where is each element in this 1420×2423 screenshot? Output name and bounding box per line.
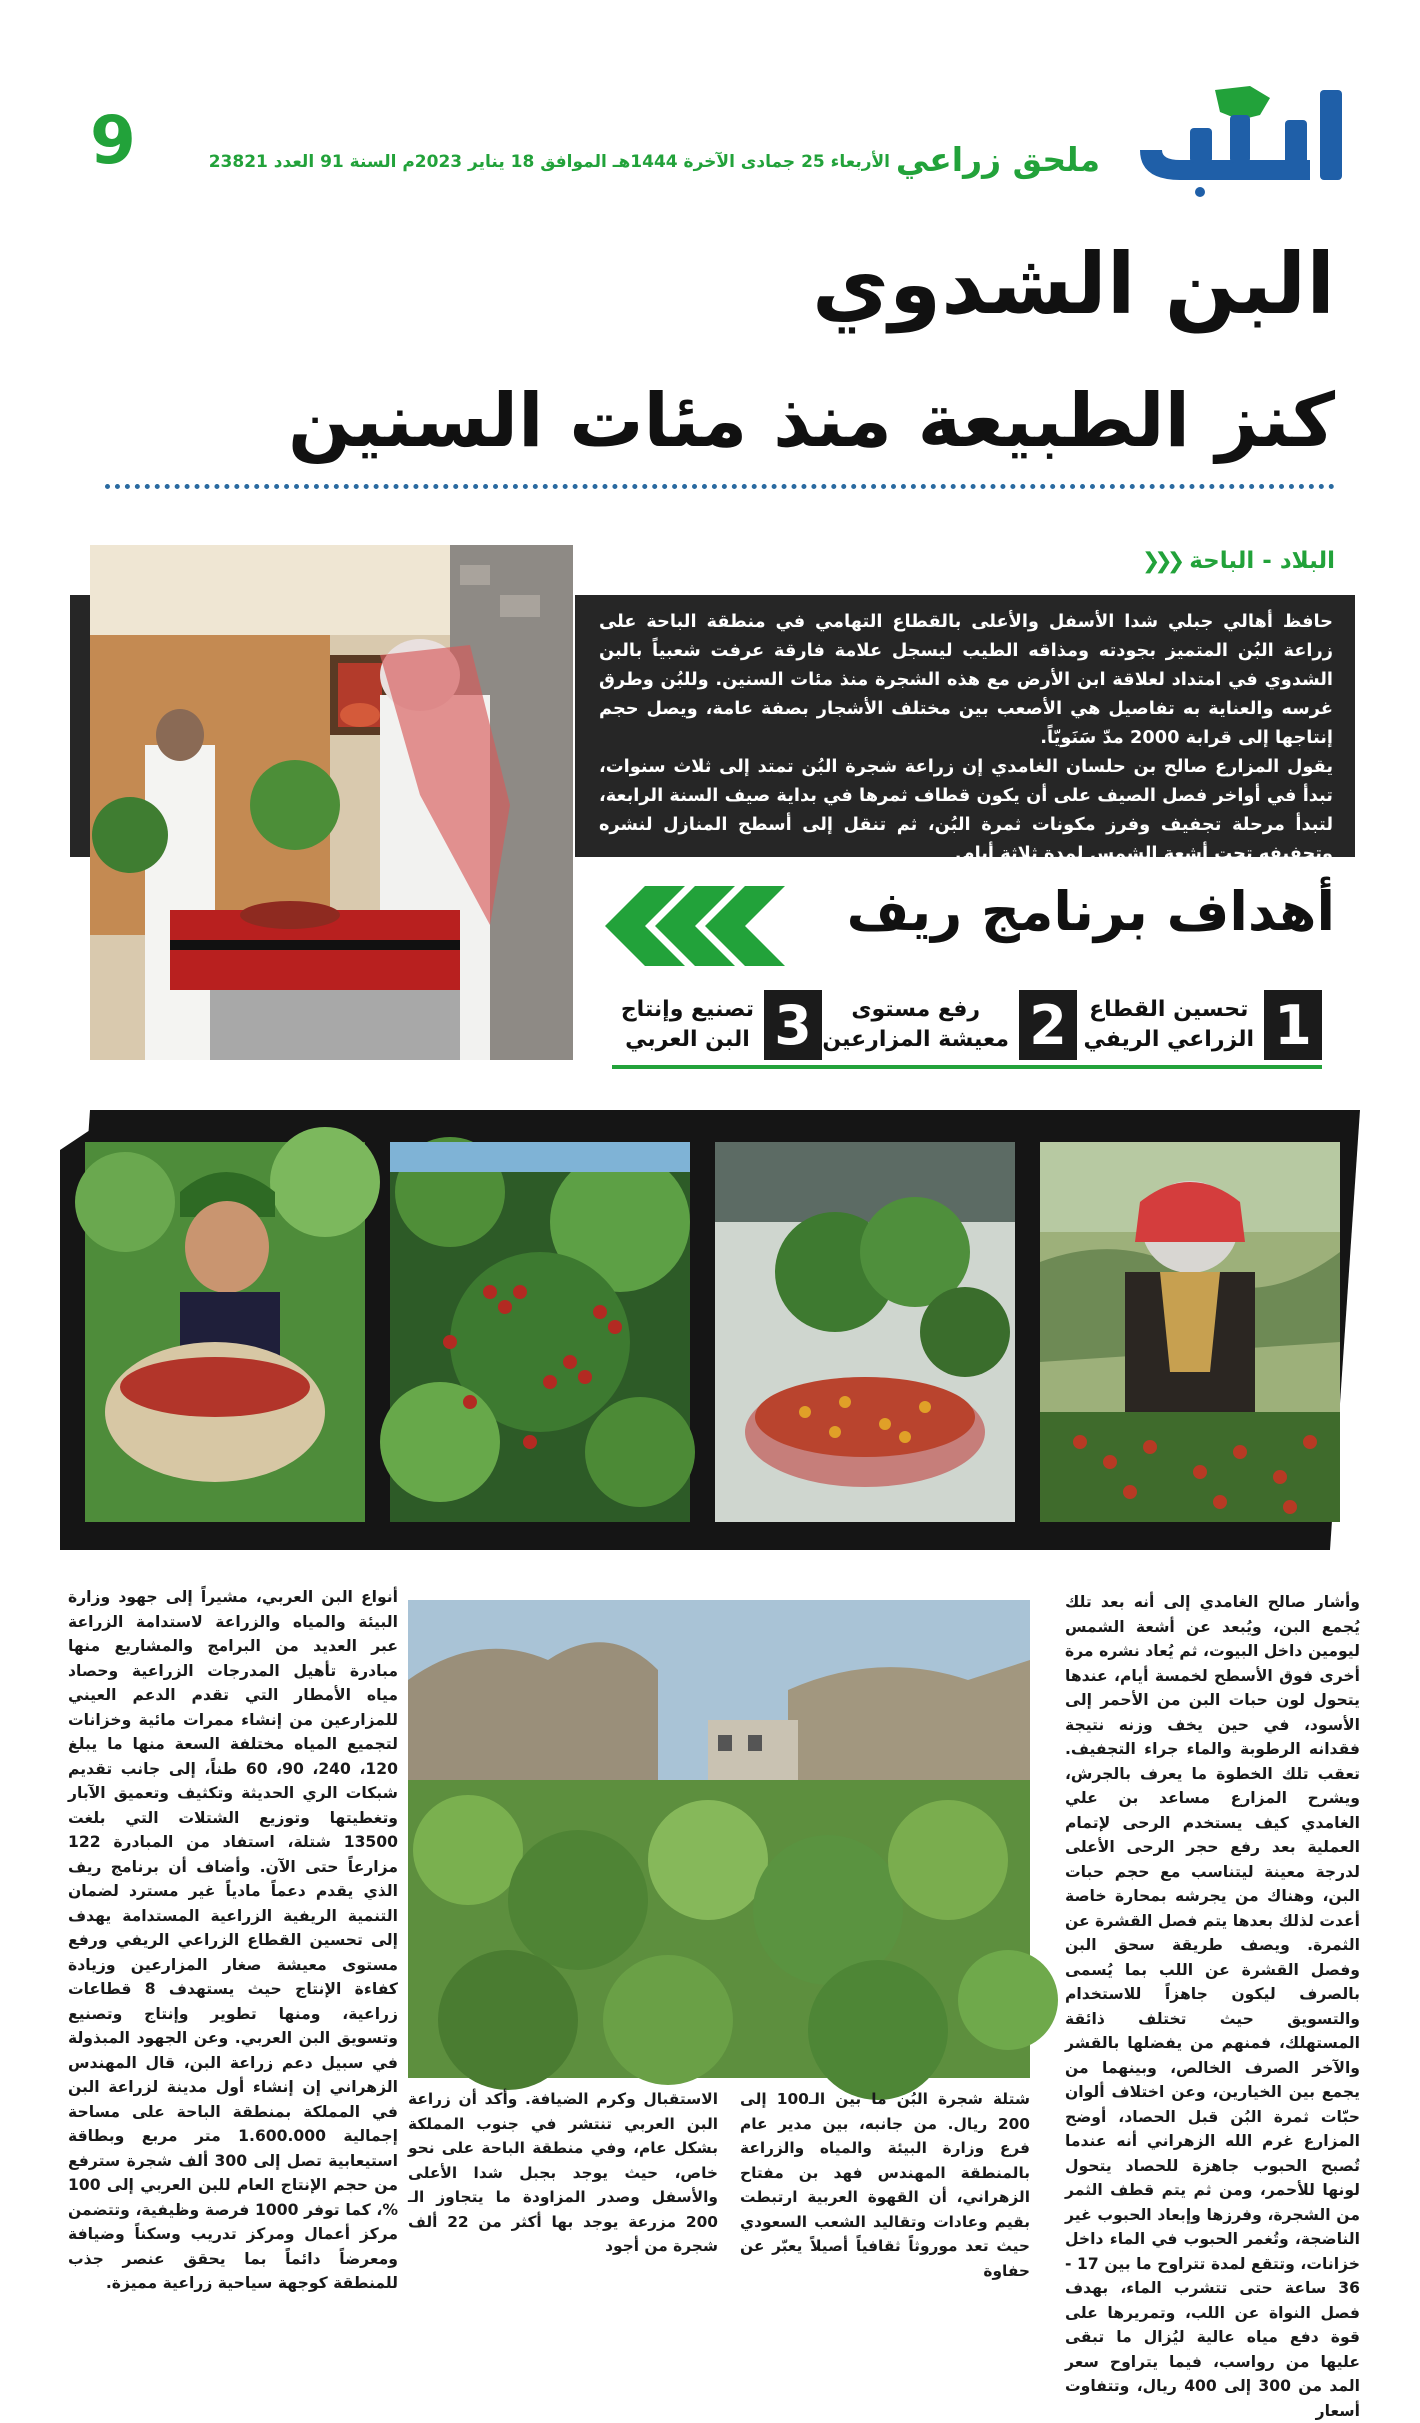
- subheadline: كنز الطبيعة منذ مئات السنين: [287, 378, 1335, 464]
- goal-line-1: تصنيع وإنتاج: [620, 997, 754, 1022]
- photo-boy-with-basket[interactable]: [85, 1142, 365, 1522]
- issue-date-line: الأربعاء 25 جمادى الآخرة 1444هـ الموافق 18 يناير 2023م السنة 91 العدد 23821: [208, 152, 890, 172]
- goal-item-2: [822, 985, 1077, 1065]
- byline: [1142, 548, 1335, 574]
- goal-line-2: الزراعي الريفي: [1083, 1027, 1254, 1052]
- lead-photo-graphic: [90, 545, 573, 1060]
- intro-paragraph-1: حافظ أهالي جبلي شدا الأسفل والأعلى بالقطاع التهامي في منطقة الباحة على زراعة البُن المتميز بجودته ومذاقه الطيب ليسجل علامة فارقة عرفت شعبياً بالبن الشدوي في امتداد لعلاقة ابن الأرض مع هذه الشجرة منذ مئات السنين. وللبُن وطرق غرسه والعناية به تفاصيل هي الأصعب بين مختلف الأشجار بصفة عامة، ويصل حجم إنتاجها إلى قرابة 2000 مدّ سَنَويّاً.: [599, 611, 1333, 748]
- photo-coffee-basket[interactable]: [715, 1142, 1015, 1522]
- photo-coffee-farm[interactable]: [408, 1600, 1030, 2078]
- chevron-left-icon: ❮❮❮: [1141, 548, 1180, 574]
- goal-number: 1: [1264, 990, 1322, 1060]
- goals-underline: [612, 1065, 1322, 1069]
- page-number: 9: [90, 102, 136, 179]
- headline: البن الشدوي: [812, 235, 1335, 333]
- body-column-right: وأشار صالح الغامدي إلى أنه بعد تلك يُجمع البن، ويُبعد عن أشعة الشمس ليومين داخل البيوت، ثم يُعاد نشره مرة أخرى فوق الأسطح لخمسة أيام، عندها يتحول لون حبات البن من الأحمر إلى الأسود، في حين يخف وزنه نتيجة فقدانه الرطوبة والماء جراء التجفيف. تعقب تلك الخطوة ما يعرف بالجرش، ويشرح المزارع مساعد بن علي الغامدي كيف يستخدم الرحى لإتمام العملية بعد رفع حجر الرحى الأعلى لدرجة معينة ليتناسب مع حجم حبات البن، وهناك من يجرشه بمحارة خاصة أعدت لذلك بعدها يتم فصل القشرة عن الثمرة. ويصف طريقة سحق البن وفصل القشرة عن اللب بما يُسمى بالصرف ليكون جاهزاً للاستخدام والتسويق حيث تختلف ذائقة المستهلك، فمنهم من يفضلها بالقشر والآخر الصرف الخالص، وبينهما من يجمع بين الخيارين، وعن اختلاف ألوان حبّات ثمرة البُن قبل الحصاد، أوضح المزارع غرم الله الزهراني أنه عندما تُصبح الحبوب جاهزة للحصاد يتحول لونها للأحمر، ومن ثم يتم قطف الثمر من الشجرة، وفرزها وإبعاد الحبوب غير الناضجة، وتُغمر الحبوب في الماء داخل خزانات، وتتقع لمدة تتراوح ما بين 17 - 36 ساعة حتى تتشرب الماء، بهدف فصل النواة عن اللب، وتمريرها على قوة دفع مياه عالية ليُزال ما تبقى عليها من رواسب، فيما يتراوح سعر المد من 300 إلى 400 ريال، وتتفاوت أسعار: [1065, 1593, 1361, 2420]
- lead-photo-coffee-stall[interactable]: [90, 545, 573, 1060]
- goal-text: [621, 995, 754, 1055]
- goal-item-1: [1084, 985, 1322, 1065]
- goal-item-3: [621, 985, 822, 1065]
- dotted-divider: [105, 484, 1335, 489]
- goals-title: أهداف برنامج ريف: [846, 880, 1335, 943]
- goal-text: [822, 995, 1009, 1055]
- masthead: [60, 80, 1360, 200]
- goal-number: 2: [1019, 990, 1077, 1060]
- goals-row: [612, 985, 1322, 1065]
- photo-coffee-tree[interactable]: [390, 1142, 690, 1522]
- supplement-name: ملحق زراعي: [895, 140, 1100, 179]
- photo-boy-with-basket-graphic: [85, 1142, 365, 1522]
- body-column-middle-right: شتلة شجرة البُن ما بين الـ100 إلى 200 ريال. من جانبه، بين مدير عام فرع وزارة البيئة والمياه والزراعة بالمنطقة المهندس فهد بن مفتاح الزهراني، أن القهوة العربية ارتبطت بقيم وعادات وتقاليد الشعب السعودي حيث تعد موروثاً ثقافياً أصيلاً يعبّر عن حفاوة: [740, 2090, 1031, 2280]
- goal-line-1: تحسين القطاع: [1089, 997, 1249, 1022]
- photo-coffee-farm-graphic: [408, 1600, 1030, 2078]
- goal-text: [1084, 995, 1254, 1055]
- photo-strip: [60, 1110, 1360, 1550]
- body-column-left: أنواع البن العربي، مشيراً إلى جهود وزارة البيئة والمياه والزراعة لاستدامة الزراعة عبر العديد من البرامج والمشاريع منها مبادرة تأهيل المدرجات الزراعية وحصاد مياه الأمطار التي تقدم الدعم العيني للمزارعين من إنشاء ممرات مائية وخزانات لتجميع المياه مختلفة السعة منها ما يبلغ 120، 240، 90، 60 طناً، إلى جانب تقديم شبكات الري الحديثة وتكثيف وتعميق الآبار وتغطيتها وتوزيع الشتلات التي بلغت 13500 شتلة، استفاد من المبادرة 122 مزارعاً حتى الآن. وأضاف أن برنامج ريف الذي يقدم دعماً مادياً غير مسترد لضمان التنمية الريفية الزراعية المستدامة يهدف إلى تحسين القطاع الزراعي الريفي ورفع مستوى معيشة صغار المزارعين وزيادة كفاءة الإنتاج حيث يستهدف 8 قطاعات زراعية، ومنها تطوير وإنتاج وتصنيع وتسويق البن العربي. وعن الجهود المبذولة في سبيل دعم زراعة البن، قال المهندس الزهراني إن إنشاء أول مدينة لزراعة البن في المملكة بمنطقة الباحة على مساحة إجمالية 1.600.000 متر مربع وبطاقة استيعابية تصل إلى 300 ألف شجرة سترفع من حجم الإنتاج العام للبن العربي إلى 100 %، كما توفر 1000 فرصة وظيفية، وتتضمن مركز أعمال ومركز تدريب وسكناً وضيافة ومعرضاً دائماً بما يحقق عنصر جذب للمنطقة كوجهة سياحية زراعية مميزة.: [68, 1588, 398, 2292]
- goal-number: 3: [764, 990, 822, 1060]
- photo-elderly-farmer-graphic: [1040, 1142, 1340, 1522]
- goal-line-2: معيشة المزارعين: [822, 1027, 1009, 1052]
- logo-graphic: [1120, 80, 1360, 200]
- byline-text: البلاد - الباحة: [1189, 548, 1335, 574]
- intro-paragraph-2: يقول المزارع صالح بن حلسان الغامدي إن زراعة شجرة البُن تمتد إلى ثلاث سنوات، تبدأ في أواخر فصل الصيف على أن يكون قطاف ثمرها في بداية صيف السنة الرابعة، لتبدأ مرحلة تجفيف وفرز مكونات ثمرة البُن، ثم تنقل إلى أسطح المنازل لنشره وتجفيفه تحت أشعة الشمس لمدة ثلاثة أيام.: [599, 756, 1333, 864]
- photo-elderly-farmer[interactable]: [1040, 1142, 1340, 1522]
- body-column-middle-left: الاستقبال وكرم الضيافة. وأكد أن زراعة البن العربي تنتشر في جنوب المملكة بشكل عام، وفي منطقة الباحة على نحو خاص، حيث يوجد بجبل شدا الأعلى والأسفل وصدر المزاودة ما يتجاوز الـ 200 مزرعة يوجد بها أكثر من 22 ألف شجرة من أجود: [408, 2090, 718, 2255]
- photo-coffee-basket-graphic: [715, 1142, 1015, 1522]
- intro-box: [575, 595, 1355, 864]
- goal-line-2: البن العربي: [625, 1027, 750, 1052]
- newspaper-logo[interactable]: [1120, 80, 1360, 200]
- photo-coffee-tree-graphic: [390, 1142, 690, 1522]
- goal-line-1: رفع مستوى: [851, 997, 981, 1022]
- green-chevrons-icon: [605, 886, 805, 966]
- intro-box-edge: [70, 595, 90, 857]
